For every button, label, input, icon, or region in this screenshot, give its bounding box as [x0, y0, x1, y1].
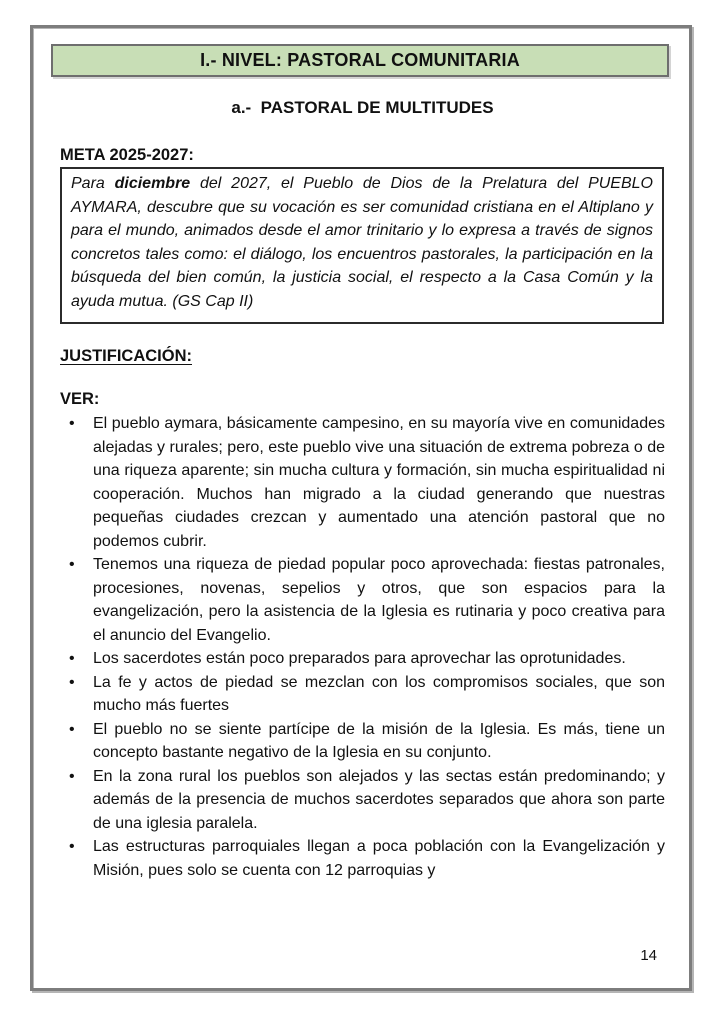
justification-heading: JUSTIFICACIÓN:: [60, 347, 192, 365]
page-frame: [30, 25, 692, 991]
meta-text-bold: diciembre: [114, 175, 191, 192]
meta-text-before: Para: [71, 175, 115, 192]
list-item: • Las estructuras parroquiales llegan a poca población con la Evangelización y Misión, pues solo se cuenta con 12 parroquias y: [60, 835, 665, 882]
list-item: • El pueblo no se siente partícipe de la misión de la Iglesia. Es más, tiene un concepto bastante negativo de la Iglesia en su conjunto.: [60, 718, 665, 765]
ver-heading: VER:: [60, 390, 100, 408]
section-subtitle: a.- PASTORAL DE MULTITUDES: [231, 98, 494, 117]
meta-heading: META 2025-2027:: [60, 146, 194, 164]
section-level-title: I.- NIVEL: PASTORAL COMUNITARIA: [200, 50, 520, 70]
meta-text-after: del 2027, el Pueblo de Dios de la Prelatura del PUEBLO AYMARA, descubre que su vocación es ser comunidad cristiana en el Altiplano y para el mundo, animados desde el amor trinitario y lo expresa a través de signos concretos tales como: el diálogo, los encuentros pastorales, la participación en la búsqueda del bien común, la justicia social, el respecto a la Casa Común y la ayuda mutua. (GS Cap II): [71, 175, 653, 310]
page-number: 14: [640, 947, 657, 964]
list-item: • Tenemos una riqueza de piedad popular poco aprovechada: fiestas patronales, procesiones, novenas, sepelios y otros, que son espacios para la evangelización, pero la asistencia de la Iglesia es rutinaria y poco creativa para el anuncio del Evangelio.: [60, 553, 665, 647]
list-item: • La fe y actos de piedad se mezclan con los compromisos sociales, que son mucho más fuertes: [60, 671, 665, 718]
section-level-banner: [51, 44, 669, 77]
list-item: • El pueblo aymara, básicamente campesino, en su mayoría vive en comunidades alejadas y rurales; pero, este pueblo vive una situación de extrema pobreza o de una riqueza aparente; sin mucha cultura y formación, sin mucha espiritualidad ni cooperación. Muchos han migrado a la ciudad generando que nuestras pequeñas ciudades crezcan y aumentado una atención pastoral que no podemos cubrir.: [60, 412, 665, 553]
ver-bullet-list: [60, 412, 665, 882]
list-item: • Los sacerdotes están poco preparados para aprovechar las oprotunidades.: [60, 647, 665, 671]
meta-goal-box: [60, 167, 664, 324]
list-item: • En la zona rural los pueblos son alejados y las sectas están predominando; y además de la presencia de muchos sacerdotes separados que ahora son parte de una iglesia paralela.: [60, 765, 665, 836]
